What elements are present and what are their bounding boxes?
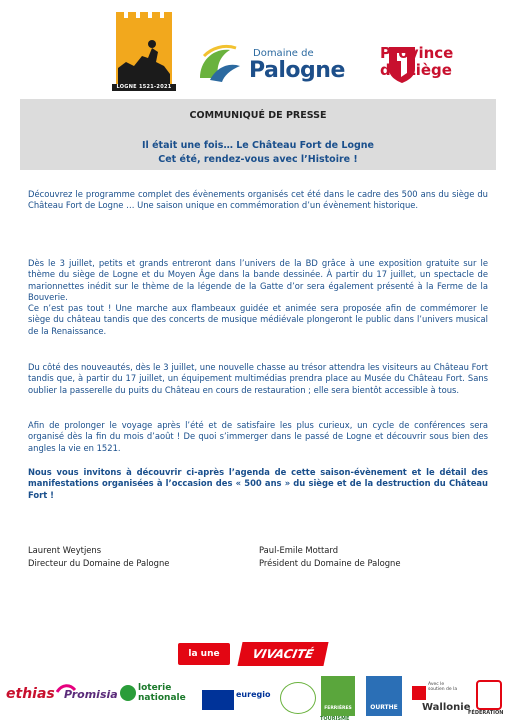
- paragraph-activities-more: Ce n’est pas tout ! Une marche aux flambeaux guidée et animée sera proposée afin de commémorer le siège du château tandis que des concerts de musique médiévale plongeront le public dans l’univers musical de la Renaissance.: [28, 303, 488, 336]
- signature-director-name: Laurent Weytjens: [28, 545, 102, 555]
- ferrieres-text-line1: FERRIÈRES: [324, 706, 352, 711]
- la-une-logo: la une: [178, 643, 230, 665]
- loterie-line2: nationale: [138, 693, 186, 703]
- paragraph-news-text: Du côté des nouveautés, dès le 3 juillet, une nouvelle chasse au trésor attendra les visiteurs au Château Fort tandis que, à partir du 17 juillet, un équipement multimédias prendra place au Musée du Château Fort. Sans oublier la passerelle du puits du Château en cours de restauration ; elle sera bientôt accessible à tous.: [28, 362, 488, 395]
- signature-director: [28, 544, 169, 570]
- paragraph-invitation-text: Nous vous invitons à découvrir ci-après l’agenda de cette saison-évènement et le détail des manifestations organisées à l’occasion des « 500 ans » du siège et de la destruction du Château Fort !: [28, 467, 488, 500]
- loterie-logo: [138, 683, 186, 703]
- federation-logo-mark: [476, 680, 502, 710]
- ourthe-text: OURTHE: [370, 704, 398, 711]
- province-title-line1: Province: [380, 44, 454, 62]
- eu-flag-icon: [202, 690, 234, 710]
- paragraph-invitation: [28, 467, 488, 501]
- press-subtitle-line2: Cet été, rendez-vous avec l’Histoire !: [158, 154, 358, 165]
- logne-logo-caption: LOGNE 1521-2021: [112, 84, 176, 91]
- palogne-name-text: Palogne: [249, 58, 345, 83]
- press-release-title: COMMUNIQUÉ DE PRESSE: [189, 110, 327, 121]
- palogne-domaine-text: Domaine de: [253, 48, 314, 59]
- press-subtitle-line1: Il était une fois… Le Château Fort de Logne: [142, 140, 374, 151]
- logne-500-logo: [112, 8, 176, 92]
- province-title-line2: de Liège: [380, 61, 452, 79]
- promisia-logo: Promisia: [64, 688, 118, 701]
- paragraph-activities-text: Dès le 3 juillet, petits et grands entreront dans l’univers de la BD grâce à une exposition gratuite sur le thème du siège de Logne et du Moyen Âge dans la bande dessinée. À partir du 17 juillet, un spectacle de marionnettes inédit sur le thème de la légende de la Gatte d’or sera également présenté à la Ferme de la Bouverie.: [28, 258, 488, 302]
- wallonie-rooster-icon: [412, 686, 426, 700]
- paragraph-news: [28, 362, 488, 396]
- ferrieres-text-line2: TOURISME: [320, 716, 350, 722]
- vivacite-logo: VIVACITÉ: [237, 642, 328, 666]
- signature-director-role: Directeur du Domaine de Palogne: [28, 558, 170, 568]
- wallonie-support-text: Avec le soutien de la: [428, 682, 458, 692]
- paragraph-conferences: [28, 420, 488, 454]
- signature-president-role: Président du Domaine de Palogne: [259, 558, 401, 568]
- ourthe-circle-logo: [280, 682, 316, 714]
- loterie-line1: loterie: [138, 683, 172, 693]
- signature-president-name: Paul-Emile Mottard: [259, 545, 339, 555]
- ferrieres-tourisme-logo: [321, 676, 355, 716]
- paragraph-conferences-text: Afin de prolonger le voyage après l’été et de satisfaire les plus curieux, un cycle de conférences sera organisé dès la fin du mois d’août ! De quoi s’immerger dans le passé de Logne et découvrir sous bien des angles la vie en 1521.: [28, 420, 488, 453]
- euregio-logo: euregio: [236, 690, 271, 699]
- ethias-logo: ethias: [6, 686, 55, 702]
- paragraph-intro: [28, 189, 488, 212]
- loterie-clover-icon: [120, 685, 136, 701]
- federation-logo-text: FÉDÉRATION: [468, 710, 504, 716]
- signature-president: [259, 544, 401, 570]
- paragraph-activities: [28, 258, 488, 337]
- paragraph-intro-text: Découvrez le programme complet des évènements organisés cet été dans le cadre des 500 ans du siège du Château Fort de Logne … Une saison unique en commémoration d’un évènement historique.: [28, 189, 488, 211]
- wallonie-logo: Wallonie: [422, 702, 471, 713]
- ourthe-tourism-logo: [366, 676, 402, 716]
